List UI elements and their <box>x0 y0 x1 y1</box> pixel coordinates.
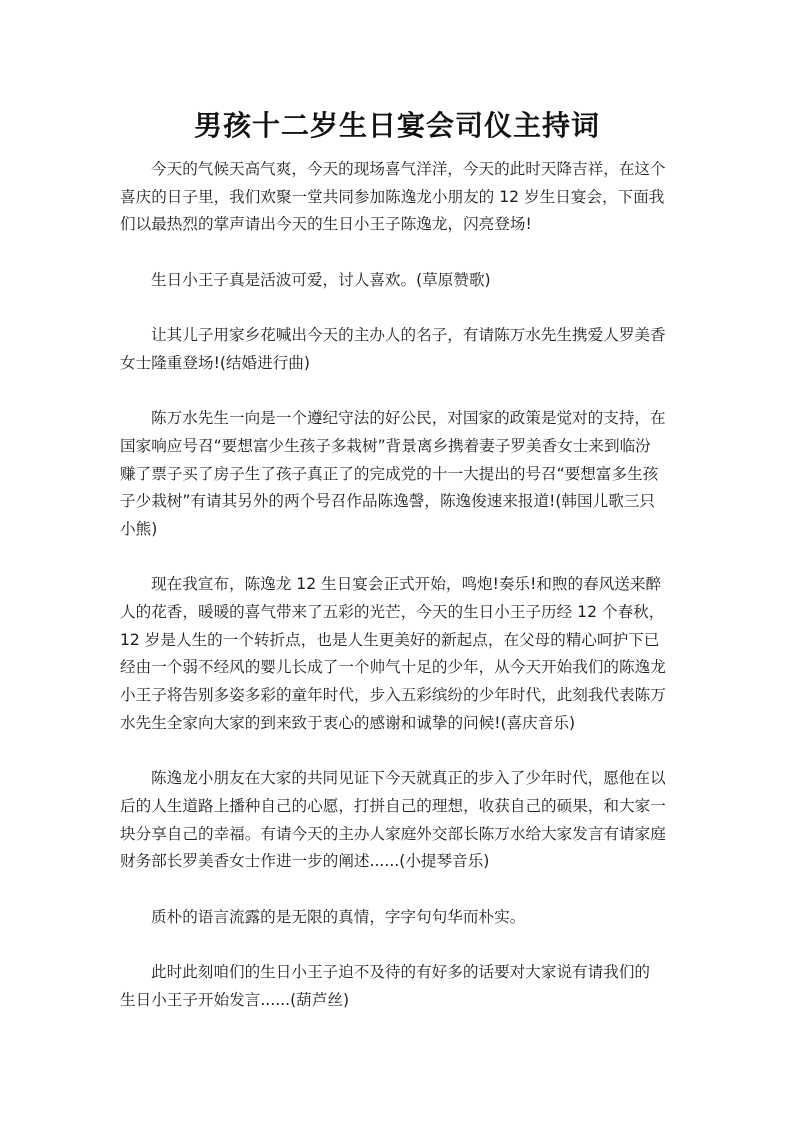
document-body <box>120 156 676 1042</box>
text-line: 水先生全家向大家的到来致于衷心的感谢和诚挚的问候!(喜庆音乐) <box>120 713 576 732</box>
text-line: 块分享自己的幸福。有请今天的主办人家庭外交部长陈万水给大家发言有请家庭 <box>120 824 666 843</box>
text-line: 生日小王子真是活波可爱，讨人喜欢。(草原赞歌) <box>151 270 491 289</box>
text-line: 子少栽树”有请其另外的两个号召作品陈逸謦，陈逸俊速来报道!(韩国儿歌三只 <box>120 492 656 511</box>
text-line: 后的人生道路上播种自己的心愿，打拼自己的理想，收获自己的硕果，和大家一 <box>120 796 666 815</box>
text-line: 小熊) <box>120 519 158 538</box>
text-line: 国家响应号召“要想富少生孩子多栽树”背景离乡携着妻子罗美香女士来到临汾 <box>120 436 651 455</box>
paragraph-4 <box>120 405 676 543</box>
text-line: 生日小王子开始发言......(葫芦丝) <box>120 990 350 1009</box>
text-line: 此时此刻咱们的生日小王子迫不及待的有好多的话要对大家说有请我们的 <box>151 962 651 981</box>
text-line: 12 岁是人生的一个转折点，也是人生更美好的新起点，在父母的精心呵护下已 <box>120 630 660 649</box>
document-title: 男孩十二岁生日宴会司仪主持词 <box>193 109 600 142</box>
text-line: 人的花香，暖暖的喜气带来了五彩的光芒，今天的生日小王子历经 12 个春秋， <box>120 603 665 621</box>
text-line: 陈逸龙小朋友在大家的共同见证下今天就真正的步入了少年时代，愿他在以 <box>151 769 666 788</box>
paragraph-7 <box>120 904 676 932</box>
text-line: 陈万水先生一向是一个遵纪守法的好公民，对国家的政策是觉对的支持，在 <box>151 409 666 428</box>
paragraph-8 <box>120 959 676 1014</box>
text-line: 现在我宣布，陈逸龙 12 生日宴会正式开始，鸣炮!奏乐!和煦的春风送来醉 <box>151 575 662 594</box>
text-line: 质朴的语言流露的是无限的真情，字字句句华而朴实。 <box>151 907 526 926</box>
text-line: 今天的气候天高气爽，今天的现场喜气洋洋，今天的此时天降吉祥，在这个 <box>151 160 666 178</box>
text-line: 喜庆的日子里，我们欢聚一堂共同参加陈逸龙小朋友的 12 岁生日宴会，下面我 <box>120 187 665 206</box>
text-line: 赚了票子买了房子生了孩子真正了的完成党的十一大提出的号召“要想富多生孩 <box>120 464 659 483</box>
paragraph-6 <box>120 765 676 876</box>
paragraph-2 <box>120 267 676 295</box>
text-line: 财务部长罗美香女士作进一步的阐述......(小提琴音乐) <box>120 852 490 871</box>
paragraph-3 <box>120 322 676 377</box>
text-line: 经由一个弱不经风的婴儿长成了一个帅气十足的少年，从今天开始我们的陈逸龙 <box>120 658 666 677</box>
text-line: 女士隆重登场!(结婚进行曲) <box>120 353 310 372</box>
text-line: 们以最热烈的掌声请出今天的生日小王子陈逸龙，闪亮登场! <box>120 215 532 234</box>
text-line: 小王子将告别多姿多彩的童年时代，步入五彩缤纷的少年时代，此刻我代表陈万 <box>120 686 666 705</box>
text-line: 让其儿子用家乡花喊出今天的主办人的名子，有请陈万水先生携爱人罗美香 <box>151 326 666 345</box>
paragraph-1 <box>120 156 676 239</box>
paragraph-5 <box>120 571 676 737</box>
